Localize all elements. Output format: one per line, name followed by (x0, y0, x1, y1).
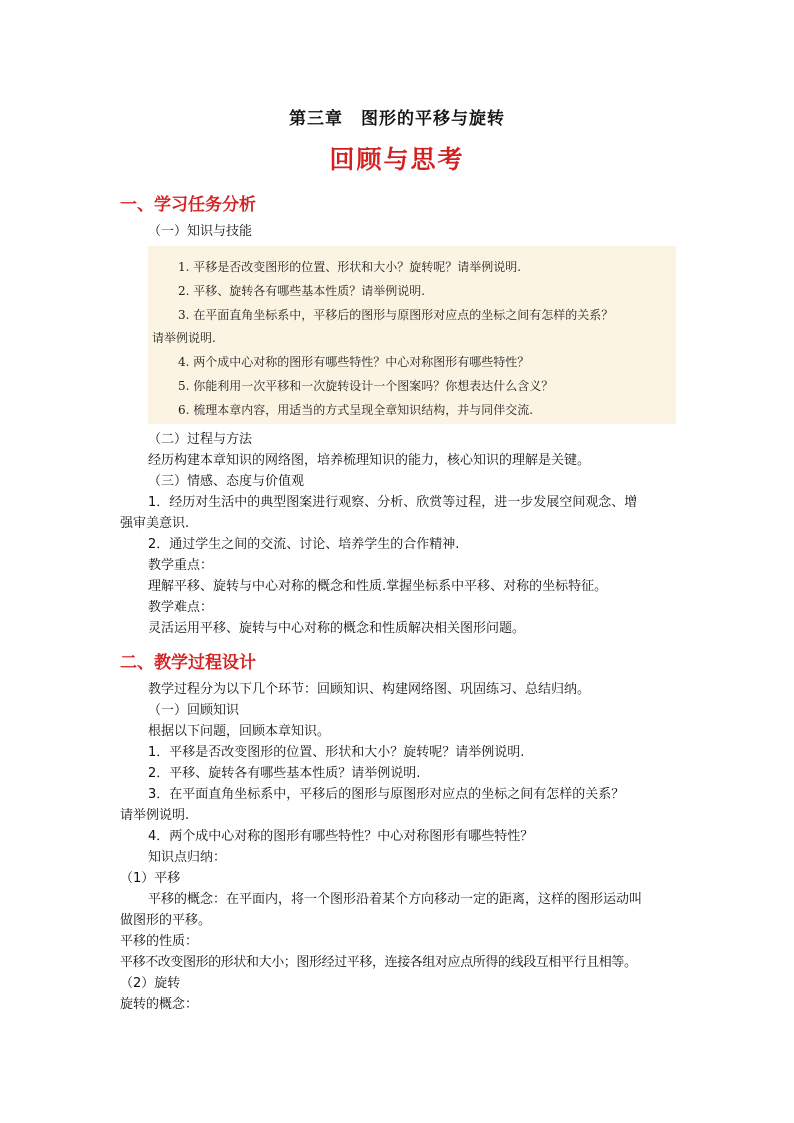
review-question-2: 2．平移、旋转各有哪些基本性质？请举例说明. (148, 766, 421, 781)
box-item-6: 6. 梳理本章内容，用适当的方式呈现全章知识结构，并与同伴交流. (178, 403, 534, 417)
subheading-review: （一）回顾知识 (148, 703, 240, 718)
translation-properties-text: 平移不改变图形的形状和大小；图形经过平移，连接各组对应点所得的线段互相平行且相等。 (120, 955, 637, 970)
subheading-values: （三）情感、态度与价值观 (148, 474, 305, 489)
values-item-2: 2．通过学生之间的交流、讨论、培养学生的合作精神. (148, 537, 460, 552)
values-item-1: 1．经历对生活中的典型图案进行观察、分析、欣赏等过程，进一步发展空间观念、增 (148, 495, 638, 510)
question-box (148, 246, 676, 424)
topic-translation: （1）平移 (120, 871, 181, 886)
difficulty-label: 教学难点： (148, 600, 214, 615)
summary-label: 知识点归纳： (148, 850, 227, 865)
process-method-text: 经历构建本章知识的网络图，培养梳理知识的能力，核心知识的理解是关键。 (148, 453, 591, 468)
box-item-2: 2. 平移、旋转各有哪些基本性质？请举例说明. (178, 284, 426, 298)
review-question-4: 4．两个成中心对称的图形有哪些特性？中心对称图形有哪些特性？ (148, 829, 534, 844)
section-2-heading: 二、教学过程设计 (120, 653, 256, 673)
key-points-label: 教学重点： (148, 558, 214, 573)
section-1-heading: 一、学习任务分析 (120, 195, 256, 215)
translation-definition-cont: 做图形的平移。 (120, 913, 212, 928)
values-item-1-cont: 强审美意识. (120, 516, 190, 531)
box-item-5: 5. 你能利用一次平移和一次旋转设计一个图案吗？你想表达什么含义？ (178, 379, 554, 393)
box-item-3: 3. 在平面直角坐标系中，平移后的图形与原图形对应点的坐标之间有怎样的关系？ (178, 308, 614, 322)
review-intro: 根据以下问题，回顾本章知识。 (148, 724, 331, 739)
key-points-text: 理解平移、旋转与中心对称的概念和性质.掌握坐标系中平移、对称的坐标特征。 (148, 579, 608, 594)
rotation-definition-label: 旋转的概念： (120, 997, 199, 1012)
translation-properties-label: 平移的性质： (120, 934, 199, 949)
chapter-title: 第三章 图形的平移与旋转 (289, 109, 505, 129)
review-question-3-cont: 请举例说明. (120, 808, 190, 823)
topic-rotation: （2）旋转 (120, 976, 181, 991)
review-question-1: 1．平移是否改变图形的位置、形状和大小？旋转呢？请举例说明. (148, 745, 525, 760)
process-intro: 教学过程分为以下几个环节：回顾知识、构建网络图、巩固练习、总结归纳。 (148, 682, 591, 697)
subheading-knowledge-skills: （一）知识与技能 (148, 224, 253, 239)
difficulty-text: 灵活运用平移、旋转与中心对称的概念和性质解决相关图形问题。 (148, 621, 526, 636)
subheading-process-method: （二）过程与方法 (148, 432, 253, 447)
main-title: 回顾与思考 (329, 145, 465, 174)
box-item-1: 1. 平移是否改变图形的位置、形状和大小？旋转呢？请举例说明. (178, 260, 522, 274)
box-item-4: 4. 两个成中心对称的图形有哪些特性？中心对称图形有哪些特性？ (178, 355, 530, 369)
review-question-3: 3．在平面直角坐标系中，平移后的图形与原图形对应点的坐标之间有怎样的关系？ (148, 787, 625, 802)
box-item-3-cont: 请举例说明. (152, 331, 216, 345)
translation-definition: 平移的概念：在平面内，将一个图形沿着某个方向移动一定的距离，这样的图形运动叫 (148, 892, 643, 907)
